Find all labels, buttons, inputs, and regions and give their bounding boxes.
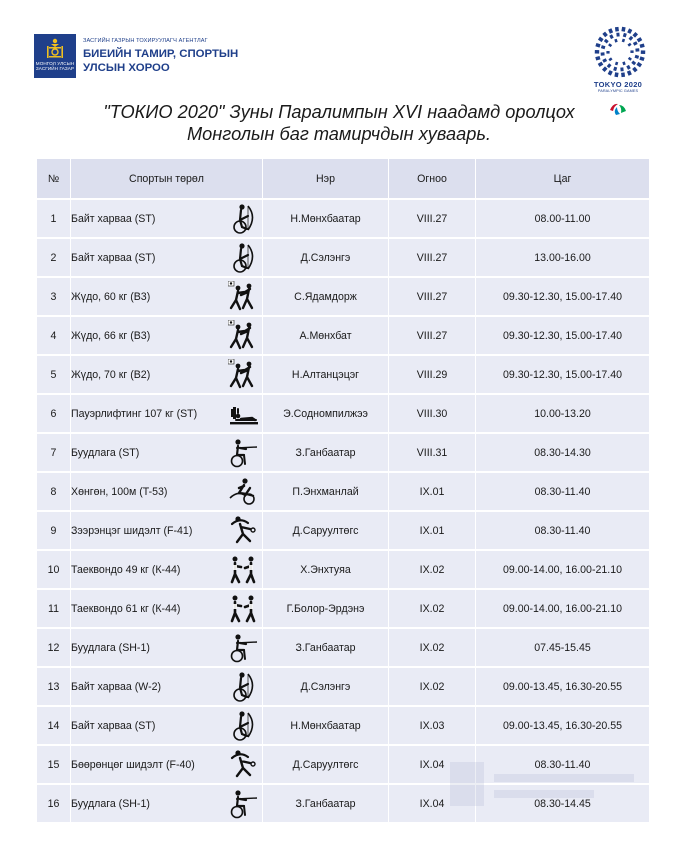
row-sport: [71, 590, 263, 629]
row-athlete-name: П.Энхманлай: [263, 473, 389, 512]
sport-label: Буудлага (ST): [71, 446, 140, 459]
sport-label: Хөнгөн, 100м (T-53): [71, 485, 168, 498]
table-row: [37, 317, 650, 356]
row-date: VIII.31: [389, 434, 476, 473]
row-time: 08.00-11.00: [476, 200, 650, 239]
shooting-icon: [228, 437, 258, 469]
agency-top-line: ЗАСГИЙН ГАЗРЫН ТОХИРУУЛАГЧ АГЕНТЛАГ: [83, 37, 208, 44]
row-sport: [71, 434, 263, 473]
row-time: 08.30-14.30: [476, 434, 650, 473]
row-time: 09.00-14.00, 16.00-21.10: [476, 551, 650, 590]
row-athlete-name: Х.Энхтуяа: [263, 551, 389, 590]
soyombo-emblem: [34, 34, 76, 78]
row-athlete-name: З.Ганбаатар: [263, 785, 389, 824]
row-date: VIII.27: [389, 239, 476, 278]
row-athlete-name: З.Ганбаатар: [263, 629, 389, 668]
row-date: IX.02: [389, 668, 476, 707]
sport-label: Таеквондо 49 кг (К-44): [71, 563, 181, 576]
row-date: VIII.29: [389, 356, 476, 395]
row-sport: [71, 707, 263, 746]
row-athlete-name: З.Ганбаатар: [263, 434, 389, 473]
taekwondo-icon: [228, 554, 258, 586]
judo-icon: [228, 320, 258, 352]
row-date: IX.01: [389, 473, 476, 512]
row-sport: [71, 629, 263, 668]
sport-label: Бөөрөнцөг шидэлт (F-40): [71, 758, 195, 771]
row-num: 13: [37, 668, 71, 707]
archery-icon: [228, 242, 258, 274]
row-sport: [71, 356, 263, 395]
archery-icon: [228, 203, 258, 235]
row-time: 13.00-16.00: [476, 239, 650, 278]
row-num: 5: [37, 356, 71, 395]
row-sport: [71, 668, 263, 707]
row-date: IX.02: [389, 551, 476, 590]
sport-label: Байт харваа (ST): [71, 719, 156, 732]
row-num: 1: [37, 200, 71, 239]
judo-icon: [228, 281, 258, 313]
table-body: [37, 200, 650, 824]
row-num: 16: [37, 785, 71, 824]
row-num: 7: [37, 434, 71, 473]
row-time: 08.30-11.40: [476, 746, 650, 785]
throwing-icon: [228, 749, 258, 781]
agitos-icon: [608, 101, 628, 117]
row-athlete-name: Н.Мөнхбаатар: [263, 200, 389, 239]
row-time: 09.00-14.00, 16.00-21.10: [476, 590, 650, 629]
row-num: 11: [37, 590, 71, 629]
row-athlete-name: Д.Сэлэнгэ: [263, 668, 389, 707]
row-athlete-name: Н.Алтанцэцэг: [263, 356, 389, 395]
row-athlete-name: Н.Мөнхбаатар: [263, 707, 389, 746]
title-line-2: Монголын баг тамирчдын хуваарь.: [187, 124, 491, 144]
row-num: 2: [37, 239, 71, 278]
row-sport: [71, 746, 263, 785]
row-sport: [71, 200, 263, 239]
table-row: [37, 200, 650, 239]
athletics-icon: [228, 476, 258, 508]
row-sport: [71, 239, 263, 278]
agency-name-block: [83, 38, 238, 75]
row-date: VIII.27: [389, 200, 476, 239]
row-time: 08.30-14.45: [476, 785, 650, 824]
row-num: 15: [37, 746, 71, 785]
archery-icon: [228, 710, 258, 742]
games-name: TOKYO 2020: [593, 80, 643, 89]
row-athlete-name: С.Ядамдорж: [263, 278, 389, 317]
taekwondo-icon: [228, 593, 258, 625]
table-row: [37, 239, 650, 278]
row-athlete-name: Д.Саруултөгс: [263, 746, 389, 785]
sport-label: Байт харваа (ST): [71, 212, 156, 225]
row-date: IX.04: [389, 746, 476, 785]
row-time: 09.30-12.30, 15.00-17.40: [476, 278, 650, 317]
throwing-icon: [228, 515, 258, 547]
table-row: [37, 668, 650, 707]
agency-name-line2: УЛСЫН ХОРОО: [83, 61, 170, 74]
sport-label: Жүдо, 70 кг (B2): [71, 368, 151, 381]
table-row: [37, 395, 650, 434]
sport-label: Байт харваа (W-2): [71, 680, 162, 693]
row-num: 3: [37, 278, 71, 317]
table-row: [37, 473, 650, 512]
row-athlete-name: Э.Содномпилжээ: [263, 395, 389, 434]
row-num: 10: [37, 551, 71, 590]
archery-icon: [228, 671, 258, 703]
row-sport: [71, 317, 263, 356]
row-num: 12: [37, 629, 71, 668]
table-row: [37, 707, 650, 746]
row-date: VIII.30: [389, 395, 476, 434]
judo-icon: [228, 359, 258, 391]
row-date: IX.04: [389, 785, 476, 824]
powerlifting-icon: [228, 398, 258, 430]
row-athlete-name: Д.Сэлэнгэ: [263, 239, 389, 278]
row-num: 14: [37, 707, 71, 746]
table-header-row: [37, 159, 650, 200]
table-row: [37, 512, 650, 551]
row-num: 6: [37, 395, 71, 434]
row-time: 07.45-15.45: [476, 629, 650, 668]
col-header-name: Нэр: [263, 159, 389, 200]
row-date: IX.03: [389, 707, 476, 746]
sport-label: Зээрэнцэг шидэлт (F-41): [71, 524, 193, 537]
sport-label: Пауэрлифтинг 107 кг (ST): [71, 407, 198, 420]
row-date: IX.01: [389, 512, 476, 551]
row-athlete-name: Д.Саруултөгс: [263, 512, 389, 551]
agency-name-line1: БИЕИЙН ТАМИР, СПОРТЫН: [83, 47, 239, 60]
title-line-1: "ТОКИО 2020" Зуны Паралимпын XVI наадамд оролцох: [103, 102, 575, 122]
tokyo-emblem-icon: [592, 24, 648, 80]
row-time: 09.30-12.30, 15.00-17.40: [476, 356, 650, 395]
emblem-caption: МОНГОЛ УЛСЫН ЗАСГИЙН ГАЗАР: [35, 61, 75, 71]
table-row: [37, 356, 650, 395]
table-row: [37, 629, 650, 668]
table-row: [37, 434, 650, 473]
row-time: 08.30-11.40: [476, 473, 650, 512]
page-title: [80, 101, 598, 145]
watermark-logo: [448, 756, 648, 816]
row-athlete-name: А.Мөнхбат: [263, 317, 389, 356]
sport-label: Таеквондо 61 кг (К-44): [71, 602, 181, 615]
sport-label: Буудлага (SH-1): [71, 797, 150, 810]
sport-label: Жүдо, 66 кг (B3): [71, 329, 151, 342]
row-sport: [71, 395, 263, 434]
shooting-icon: [228, 788, 258, 820]
col-header-time: Цаг: [476, 159, 650, 200]
sport-label: Жүдо, 60 кг (B3): [71, 290, 151, 303]
sport-label: Байт харваа (ST): [71, 251, 156, 264]
schedule-table: [37, 159, 650, 824]
col-header-date: Огноо: [389, 159, 476, 200]
row-sport: [71, 512, 263, 551]
row-num: 4: [37, 317, 71, 356]
games-subtitle: PARALYMPIC GAMES: [597, 89, 639, 93]
row-time: 09.00-13.45, 16.30-20.55: [476, 668, 650, 707]
row-date: IX.02: [389, 590, 476, 629]
row-athlete-name: Г.Болор-Эрдэнэ: [263, 590, 389, 629]
row-sport: [71, 278, 263, 317]
col-header-num: №: [37, 159, 71, 200]
page-header: [0, 0, 678, 160]
table-row: [37, 590, 650, 629]
agency-logo: [34, 34, 238, 78]
row-time: 08.30-11.40: [476, 512, 650, 551]
sport-label: Буудлага (SH-1): [71, 641, 150, 654]
row-date: VIII.27: [389, 317, 476, 356]
row-date: VIII.27: [389, 278, 476, 317]
row-num: 9: [37, 512, 71, 551]
row-num: 8: [37, 473, 71, 512]
row-date: IX.02: [389, 629, 476, 668]
row-sport: [71, 473, 263, 512]
row-sport: [71, 785, 263, 824]
table-row: [37, 551, 650, 590]
table-row: [37, 278, 650, 317]
row-time: 09.00-13.45, 16.30-20.55: [476, 707, 650, 746]
row-time: 10.00-13.20: [476, 395, 650, 434]
row-time: 09.30-12.30, 15.00-17.40: [476, 317, 650, 356]
row-sport: [71, 551, 263, 590]
soyombo-icon: [44, 37, 66, 59]
shooting-icon: [228, 632, 258, 664]
col-header-sport: Спортын төрөл: [71, 159, 263, 200]
